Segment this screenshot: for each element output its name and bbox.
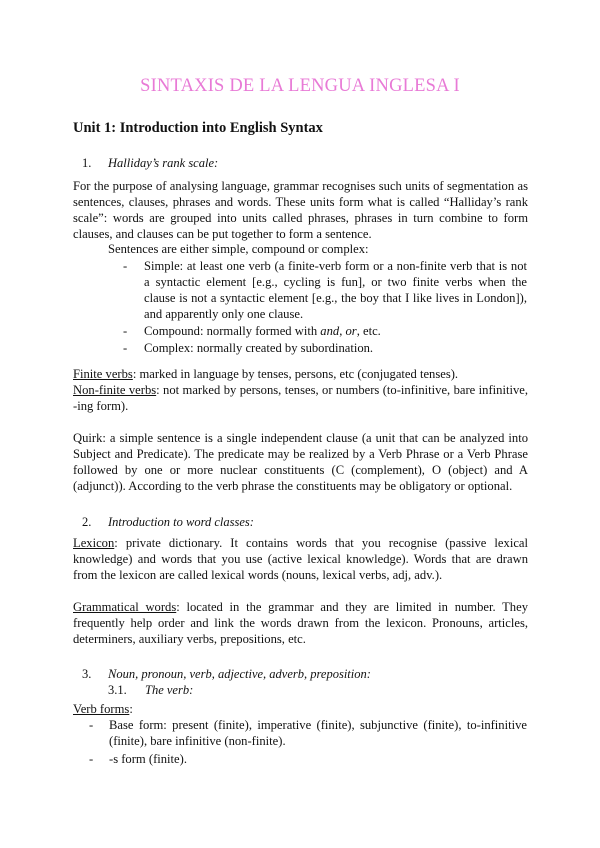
dash-bullet: -	[123, 259, 128, 273]
section-3-heading	[82, 667, 371, 682]
compound-text-post: , etc.	[356, 324, 381, 338]
quirk-paragraph: Quirk: a simple sentence is a single independent clause (a unit that can be analyzed into Subject and Predicate). The predicate may be realized by a Verb Phrase or a Verb Phrase followed by one or more nuclear constituents (C (complement), O (object) and A (adjunct)). According to the verb phrase the constituents may be obligatory or optional.	[73, 431, 528, 493]
s-form-text: -s form (finite).	[109, 752, 187, 766]
dash-bullet: -	[123, 324, 128, 338]
non-finite-verbs-text: : not marked by persons, tenses, or numbers (to-infinitive, bare infinitive, -ing form).	[73, 383, 528, 413]
unit-heading: Unit 1: Introduction into English Syntax	[73, 120, 323, 136]
verb-forms-term: Verb forms	[73, 702, 130, 716]
section-1-title: Halliday’s rank scale:	[108, 156, 219, 170]
verb-forms-colon: :	[129, 702, 133, 716]
lexicon-term: Lexicon	[73, 536, 115, 550]
finite-verbs-definition	[73, 366, 458, 382]
compound-text-pre: Compound: normally formed with	[144, 324, 321, 338]
base-form-text: Base form: present (finite), imperative (finite), subjunctive (finite), to-infinitive (finite), bare infinitive (non-finite).	[109, 718, 527, 748]
simple-definition: Simple: at least one verb (a finite-verb form or a non-finite verb that is not a syntactic element [e.g., cycling is fun], or two finite verbs when the clause is not a syntactic element [e.g., the boy that I like lives in London]), and apparently only one clause.	[144, 259, 527, 321]
sentence-types-intro: Sentences are either simple, compound or complex:	[108, 242, 369, 256]
finite-verbs-term: Finite verbs	[73, 367, 133, 381]
non-finite-verbs-definition	[73, 382, 528, 414]
section-2-heading	[82, 515, 254, 530]
grammatical-words-paragraph	[73, 599, 528, 647]
section-1-number: 1.	[82, 156, 92, 170]
list-item-base-form	[89, 717, 527, 749]
lexicon-text: : private dictionary. It contains words that you recognise (passive lexical knowledge) and words that you use (active lexical knowledge). Words that are drawn from the lexicon are called lexical words (nouns, lexical verbs, adj, adv.).	[73, 536, 528, 582]
rank-scale-paragraph: For the purpose of analysing language, grammar recognises such units of segmentation as sentences, clauses, phrases and words. These units form what is called “Halliday’s rank scale”: words are grouped into units called phrases, phrases in turn combine to form clauses, and clauses can be put together to form a sentence.	[73, 179, 528, 241]
section-2-number: 2.	[82, 515, 92, 529]
finite-verbs-text: : marked in language by tenses, persons, etc (conjugated tenses).	[132, 367, 459, 381]
sentence-types-list	[123, 258, 527, 357]
verb-forms-list	[89, 717, 527, 769]
lexicon-paragraph	[73, 535, 528, 583]
list-item-compound	[123, 323, 527, 339]
section-3-title: Noun, pronoun, verb, adjective, adverb, preposition:	[108, 667, 371, 681]
section-2-title: Introduction to word classes:	[108, 515, 254, 529]
section-1-heading	[82, 156, 218, 171]
compound-comma: ,	[339, 324, 346, 338]
subsection-3-1-heading	[108, 683, 193, 698]
dash-bullet: -	[89, 752, 94, 766]
non-finite-verbs-term: Non-finite verbs	[73, 383, 157, 397]
grammatical-words-text: : located in the grammar and they are limited in number. They frequently help order and link the words drawn from the lexicon. Pronouns, articles, determiners, auxiliary verbs, prepositions, etc.	[73, 600, 528, 646]
dash-bullet: -	[89, 718, 94, 732]
complex-definition: Complex: normally created by subordination.	[144, 341, 374, 355]
section-3-number: 3.	[82, 667, 92, 681]
compound-or: or	[345, 324, 357, 338]
verb-forms-heading	[73, 701, 133, 717]
dash-bullet: -	[123, 341, 128, 355]
list-item-simple	[123, 258, 527, 322]
subsection-3-1-number: 3.1.	[108, 683, 127, 697]
list-item-complex	[123, 340, 527, 356]
list-item-s-form	[89, 751, 527, 767]
grammatical-words-term: Grammatical words	[73, 600, 177, 614]
document-title: SINTAXIS DE LA LENGUA INGLESA I	[140, 76, 460, 96]
subsection-3-1-title: The verb:	[145, 683, 194, 697]
compound-and: and	[320, 324, 340, 338]
